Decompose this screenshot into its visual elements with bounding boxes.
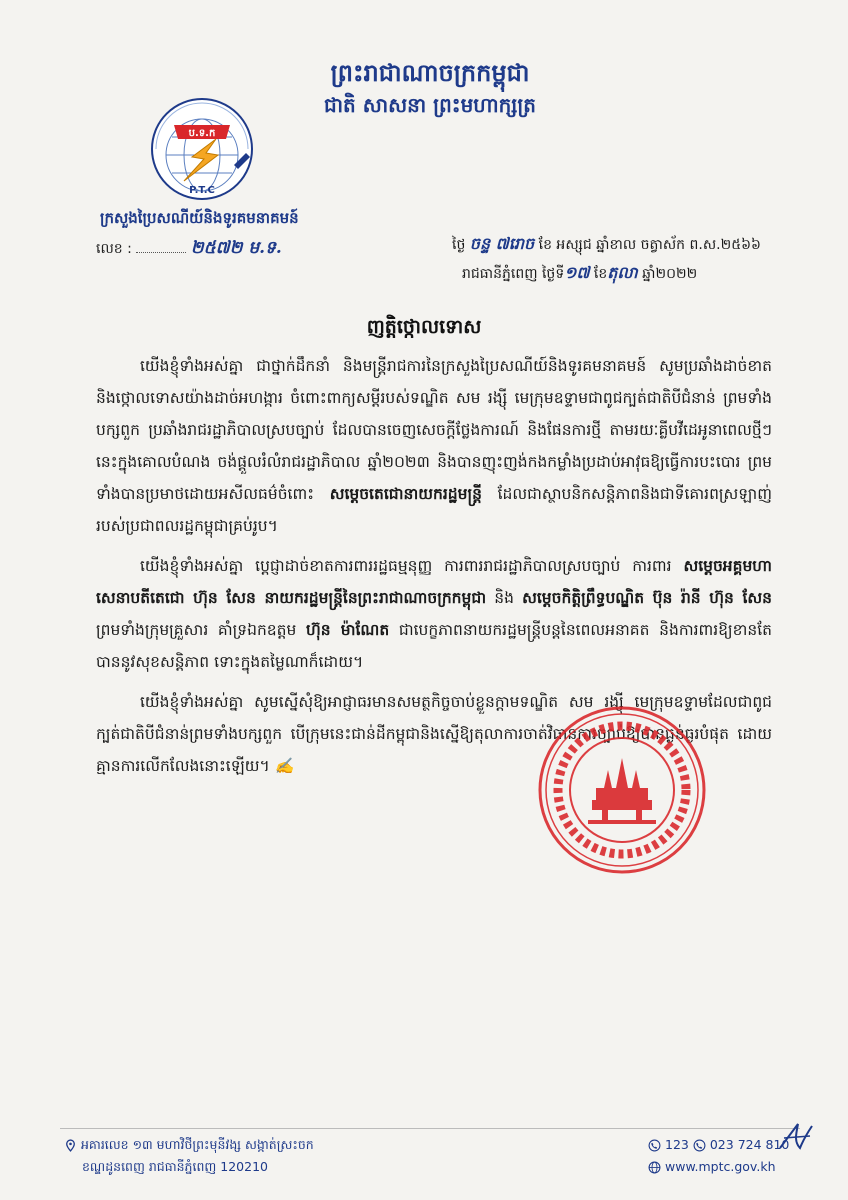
kingdom-name: ព្រះរាជាណាចក្រកម្ពុជា: [330, 59, 530, 87]
ministry-logo: [146, 95, 258, 203]
p1-text-b: ដែលជាស្ថាបនិកសន្តិភាពនិងជាទីគោរពស្រឡាញ់របស់ប្រជាពលរដ្ឋកម្ពុជាគ្រប់រូប។: [96, 485, 772, 535]
lunar-date: [452, 230, 782, 259]
solar-date: [452, 259, 782, 288]
date-block: [452, 230, 782, 288]
p2-bold-3: ហ៊ុន ម៉ាណែត: [306, 621, 390, 639]
official-seal: [536, 704, 708, 876]
solar-prefix: រាជធានីភ្នំពេញ ថ្ងៃទី: [462, 266, 565, 282]
p2-bold-1: សម្ដេចអគ្គមហាសេនាបតីតេជោ ហ៊ុន សែន នាយករដ្ឋមន្ត្រីនៃព្រះរាជាណាចក្រកម្ពុជា: [96, 557, 772, 607]
solar-year: ឆ្នាំ២០២២: [642, 266, 698, 282]
solar-month: តុលា: [607, 263, 638, 282]
p2-text-mid: និង: [494, 589, 514, 607]
globe-icon: [648, 1161, 661, 1174]
paragraph-1: [96, 350, 772, 542]
phone-number: 023 724 810: [709, 1137, 790, 1152]
p1-text-a: យើងខ្ញុំទាំងអស់គ្នា ជាថ្នាក់ដឹកនាំ និងមន្ត្រីរាជការនៃក្រសួងប្រៃសណីយ៍និងទូរគមនាគមន៍ សូមប្រឆាំងដាច់ខាត និងថ្កោលទោសយ៉ាងដាច់អហង្ការ ចំពោះពាក្យសម្ដីរបស់ទណ្ឌិត សម រង្ស៊ី មេក្រុមឧទ្ទាមជាពូជក្បត់ជាតិបីជំនាន់ ព្រមទាំងបក្សពួក ប្រឆាំងរាជរដ្ឋាភិបាលស្របច្បាប់ ដែលបានចេញសេចក្ដីថ្លែងការណ៍ និងផែនការថ្មី តាមរយៈគ្លីបវីដេអូនាពេលថ្មីៗនេះក្នុងគោលបំណង ចង់ផ្តួលរំលំរាជរដ្ឋាភិបាល ឆ្នាំ២០២៣ និងបានញុះញង់កងកម្លាំងប្រដាប់អាវុធឱ្យធ្វើការបះបោរ ព្រមទាំងបានប្រមាថដោយអសីលធម៌ចំពោះ: [96, 357, 772, 503]
reference-line: [96, 236, 336, 261]
reference-number: ២៥៧២ ម.ទ.: [190, 238, 282, 258]
p3-text: យើងខ្ញុំទាំងអស់គ្នា សូមស្នើសុំឱ្យអាជ្ញាធរមានសមត្ថកិច្ចចាប់ខ្លួនក្ដាមទណ្ឌិត សម រង្ស៊ី មេក្រុមឧទ្ទាមដែលជាពូជក្បត់ជាតិបីជំនាន់ព្រមទាំងបក្សពួក បើក្រុមនេះជាន់ដីកម្ពុជានិងស្នើឱ្យតុលាការចាត់វិធានការច្បាប់ឱ្យបានធ្ងន់ធ្ងរបំផុត ដោយគ្មានការលើកលែងនោះឡើយ។: [96, 693, 772, 775]
reference-label: លេខ :: [96, 241, 132, 257]
phone-icon: [648, 1139, 661, 1152]
ministry-name: ក្រសួងប្រៃសណីយ៍និងទូរគមនាគមន៍: [100, 209, 299, 227]
document-title: ញត្តិថ្កោលទោស: [366, 316, 482, 338]
lunar-day: ចន្ទ ៧រោច: [469, 234, 535, 253]
p2-text-a: យើងខ្ញុំទាំងអស់គ្នា ប្ដេជ្ញាដាច់ខាតការពាររដ្ឋធម្មនុញ្ញ ការពាររាជរដ្ឋាភិបាលស្របច្បាប់ ការពារ: [140, 557, 672, 575]
p2-text-c: ជាបេក្ខភាពនាយករដ្ឋមន្ត្រីបន្តនៃពេលអនាគត និងការពារឱ្យខានតែបាននូវសុខសន្តិភាព ទោះក្នុងតម្លៃណាក៏ដោយ។: [96, 621, 772, 671]
kingdom-header: [230, 56, 630, 120]
logo-bottom-text: P.T.C: [189, 185, 215, 196]
p2-text-b: ព្រមទាំងក្រុមគ្រួសារ គាំទ្រឯកឧត្តម: [96, 621, 306, 639]
location-pin-icon: [64, 1139, 77, 1152]
address-line-1-text: អគារលេខ ១៣ មហាវិថីព្រះមុនីវង្ស សង្កាត់ស្រះចក: [80, 1137, 314, 1152]
reference-dots: [136, 238, 186, 253]
footer-address: [64, 1134, 484, 1178]
paragraph-2: [96, 550, 772, 678]
signature-mark: ✍: [274, 756, 294, 775]
lunar-rest: ខែ អស្សុជ ឆ្នាំខាល ចត្វាស័ក ព.ស.២៥៦៦: [538, 237, 761, 253]
national-motto: ជាតិ សាសនា ព្រះមហាក្សត្រ: [324, 93, 536, 117]
logo-top-text: ប.ទ.ក: [188, 128, 216, 139]
initials-mark: [776, 1118, 816, 1158]
lunar-prefix: ថ្ងៃ: [452, 237, 466, 253]
solar-month-prefix: ខែ: [593, 266, 608, 282]
solar-day: ១៧: [564, 263, 590, 282]
footer-divider: [60, 1128, 800, 1129]
hotline-number: 123: [665, 1137, 689, 1152]
p1-bold: សម្ដេចតេជោនាយករដ្ឋមន្ត្រី: [329, 485, 482, 503]
telephone-icon: [693, 1139, 706, 1152]
address-line-1: [64, 1134, 484, 1156]
address-line-2: ខណ្ឌដូនពេញ រាជធានីភ្នំពេញ 120210: [82, 1159, 268, 1174]
p2-bold-2: សម្ដេចកិត្តិព្រឹទ្ធបណ្ឌិត ប៊ុន រ៉ានី ហ៊ុន សែន: [522, 589, 772, 607]
website-row: [648, 1156, 808, 1178]
website-link[interactable]: www.mptc.gov.kh: [665, 1159, 776, 1174]
